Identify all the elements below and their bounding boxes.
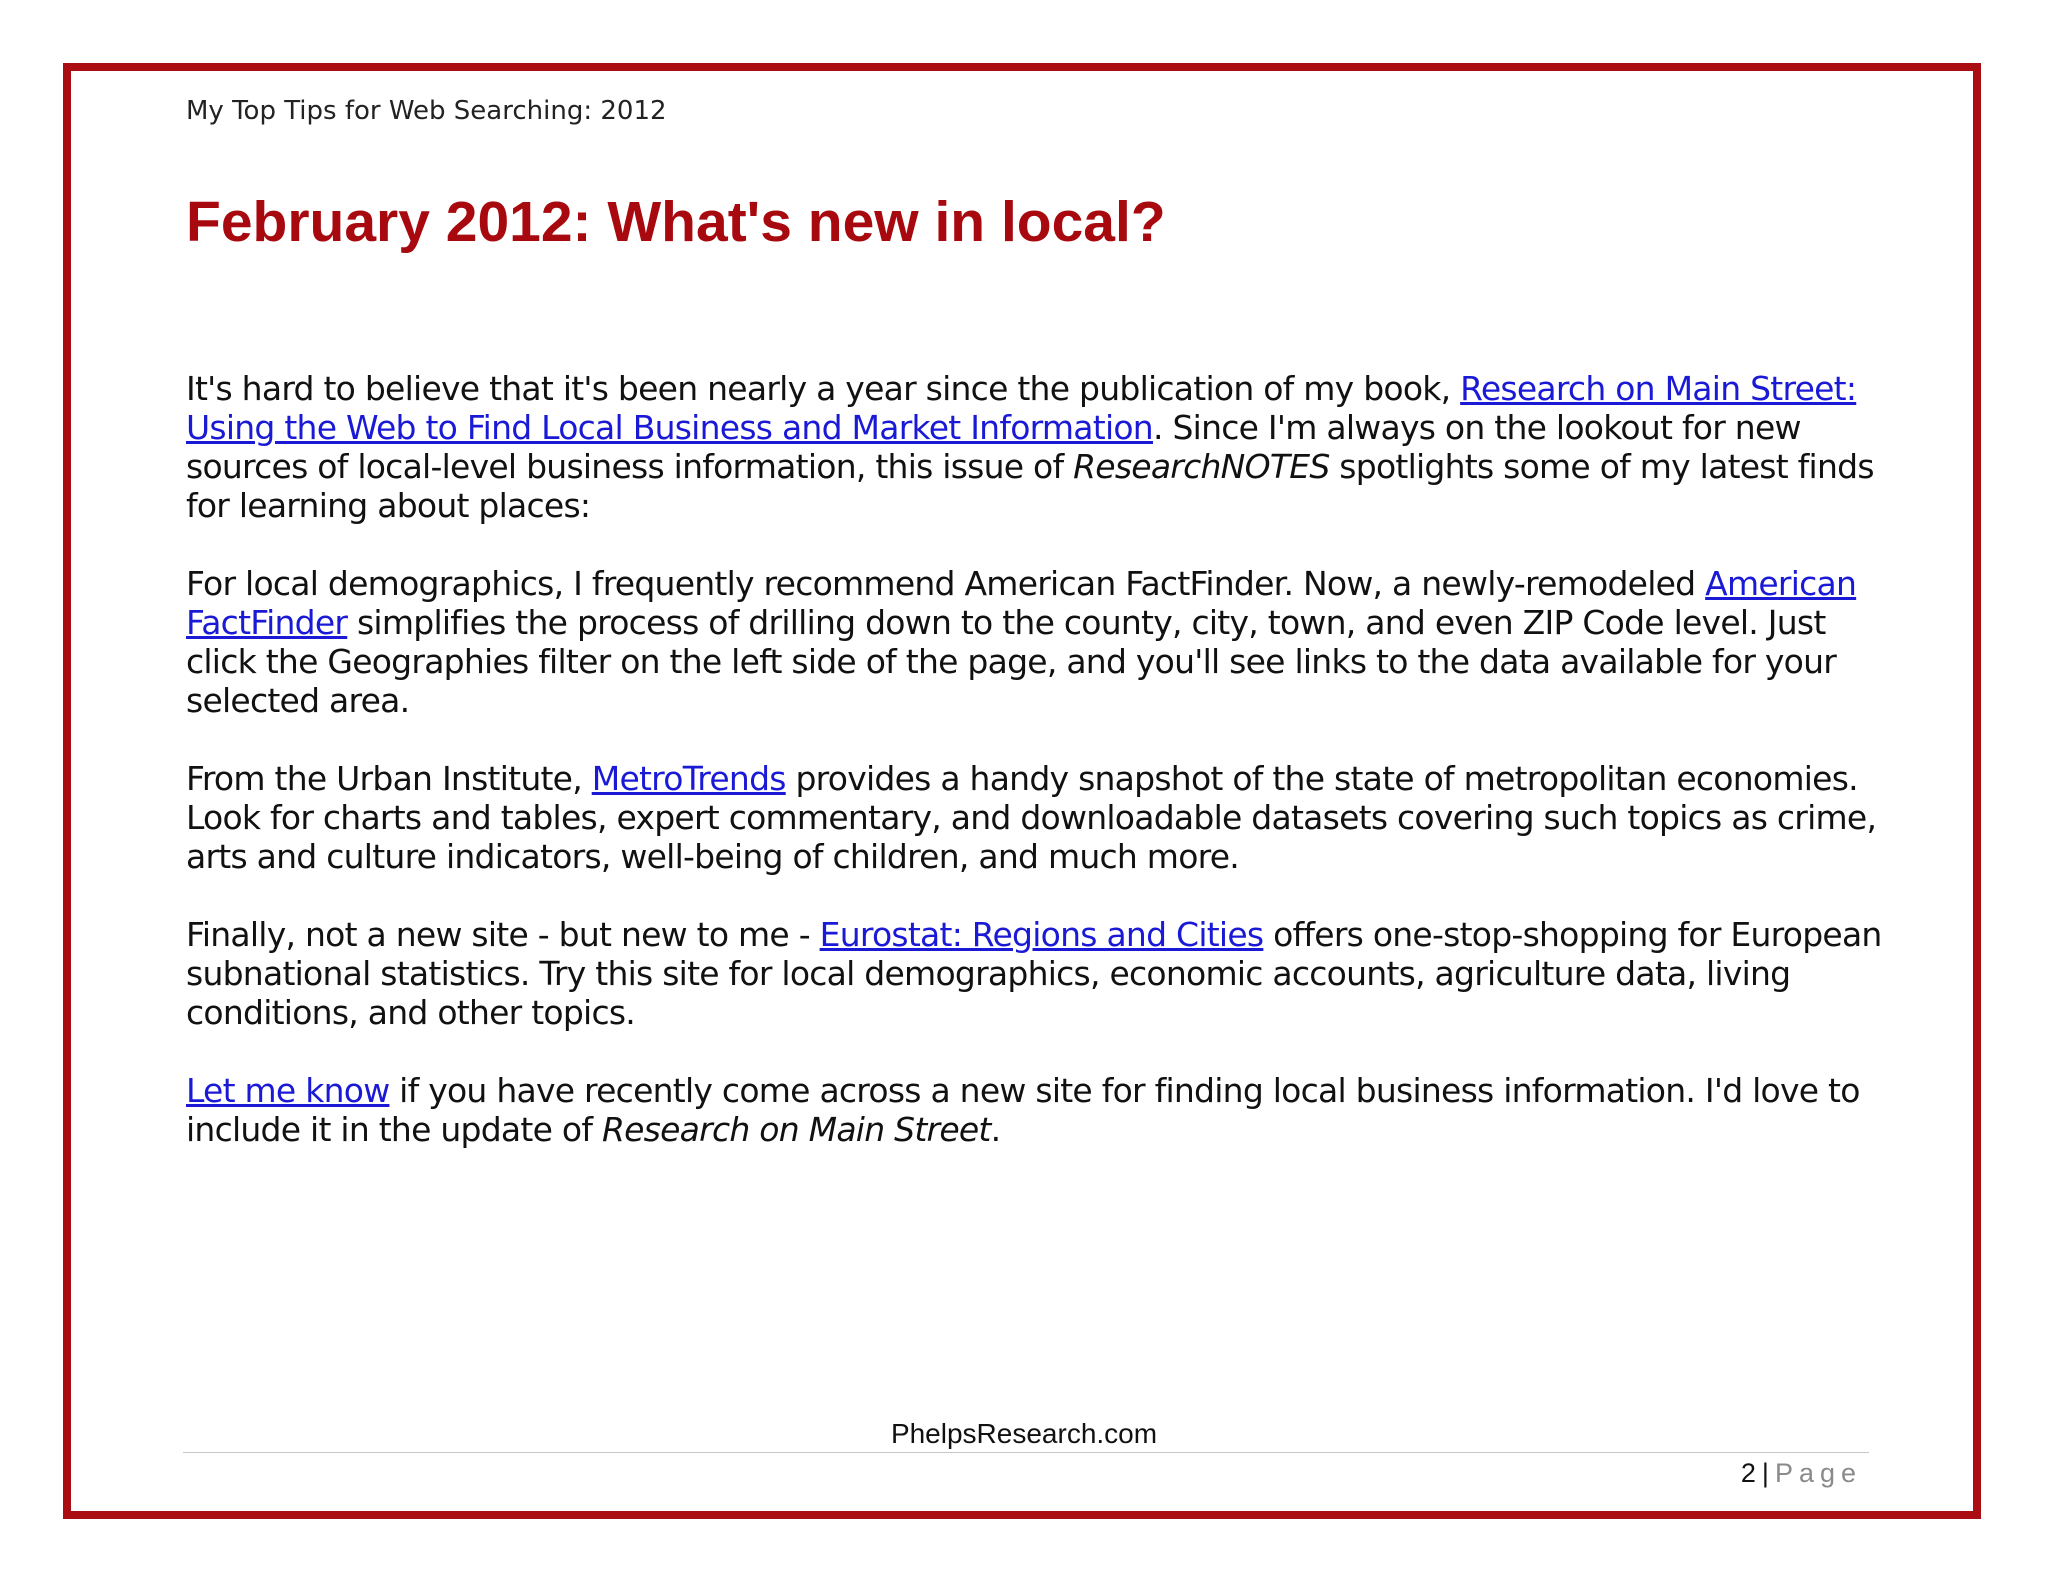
metrotrends-link[interactable]: MetroTrends: [591, 759, 786, 798]
paragraph-text: simplifies the process of drilling down to the county, city, town, and even ZIP Code level. Just click the Geographies filter on the left side of the page, and you'll see links to the data available for your selected area.: [186, 603, 1837, 720]
page-number-value: 2: [1740, 1458, 1756, 1488]
newsletter-name: ResearchNOTES: [1073, 447, 1330, 486]
paragraph-eurostat: [186, 915, 1886, 1032]
book-title: Research on Main Street: [601, 1110, 991, 1149]
page-number-separator: |: [1761, 1458, 1769, 1488]
paragraph-text: spotlights some of my latest finds for learning about places:: [186, 447, 1874, 525]
footer-site: PhelpsResearch.com: [890, 1418, 1158, 1449]
article-body: [186, 369, 1886, 1188]
american-factfinder-link[interactable]: American FactFinder: [186, 564, 1857, 642]
paragraph-text: provides a handy snapshot of the state of metropolitan economies. Look for charts and tables, expert commentary, and downloadable datasets covering such topics as crime, arts and culture indicators, well-being of children, and much more.: [186, 759, 1877, 876]
running-header: My Top Tips for Web Searching: 2012: [186, 96, 667, 126]
paragraph-closing: [186, 1071, 1886, 1149]
paragraph-text: From the Urban Institute,: [186, 759, 592, 798]
paragraph-intro: [186, 369, 1886, 525]
page-number: [1741, 1458, 1862, 1489]
book-link[interactable]: Research on Main Street: Using the Web to Find Local Business and Market Information: [186, 369, 1857, 447]
paragraph-factfinder: [186, 564, 1886, 720]
let-me-know-link[interactable]: Let me know: [186, 1071, 390, 1110]
paragraph-text: if you have recently come across a new site for finding local business information. I'd love to include it in the update of: [186, 1071, 1860, 1149]
page-title: February 2012: What's new in local?: [186, 190, 1166, 254]
eurostat-link[interactable]: Eurostat: Regions and Cities: [819, 915, 1264, 954]
paragraph-text: Finally, not a new site - but new to me -: [186, 915, 820, 954]
footer-divider: [183, 1452, 1869, 1453]
paragraph-text: For local demographics, I frequently recommend American FactFinder. Now, a newly-remodeled: [186, 564, 1706, 603]
paragraph-text: It's hard to believe that it's been nearly a year since the publication of my book,: [186, 369, 1461, 408]
paragraph-text: .: [990, 1110, 1001, 1149]
paragraph-text: offers one-stop-shopping for European subnational statistics. Try this site for local demographics, economic accounts, agriculture data, living conditions, and other topics.: [186, 915, 1882, 1032]
paragraph-text: . Since I'm always on the lookout for new sources of local-level business information, this issue of: [186, 408, 1801, 486]
paragraph-metrotrends: [186, 759, 1886, 876]
page-word: Page: [1774, 1458, 1862, 1488]
